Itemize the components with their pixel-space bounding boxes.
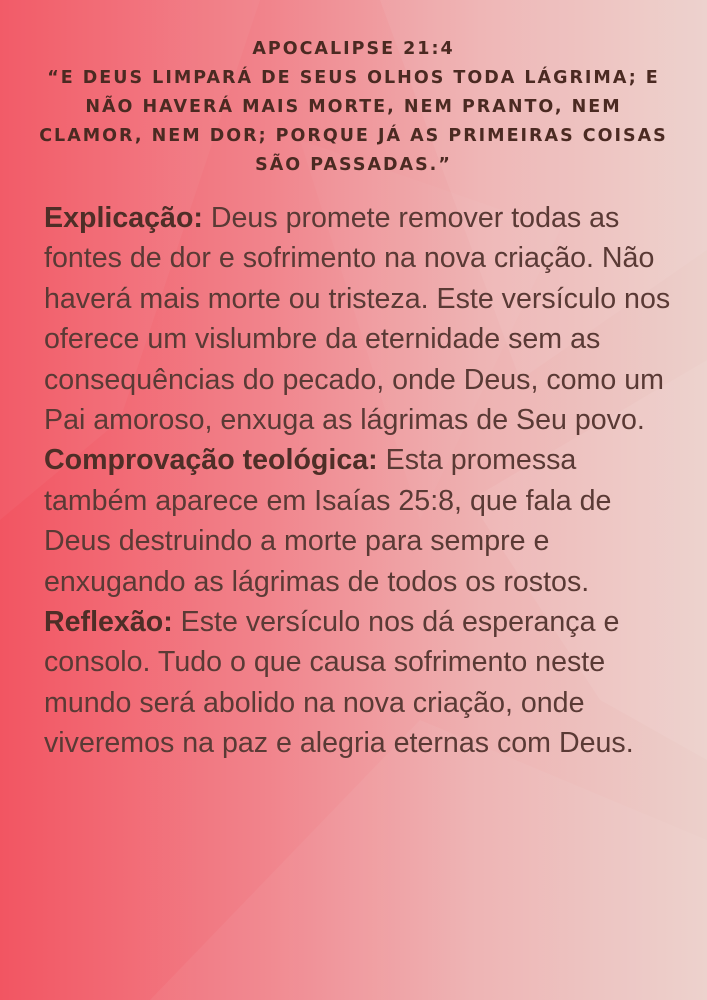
commentary [44,198,674,764]
explanation-text: Deus promete remover todas as fontes de dor e sofrimento na nova criação. Não haverá mais morte ou tristeza. Este versículo nos oferece um vislumbre da eternidade sem as consequências do pecado, onde Deus, como um Pai amoroso, enxuga as lágrimas de Seu povo. [44,202,671,437]
reflection-text: Este versículo nos dá esperança e consolo. Tudo o que causa sofrimento neste mundo será abolido na nova criação, onde viveremos na paz e alegria eternas com Deus. [44,606,634,760]
theology-text: Esta promessa também aparece em Isaías 25:8, que fala de Deus destruindo a morte para sempre e enxugando as lágrimas de todos os rostos. [44,444,612,598]
theology-label: Comprovação teológica: [44,444,378,477]
verse-quote: “E DEUS LIMPARÁ DE SEUS OLHOS TODA LÁGRIMA; E NÃO HAVERÁ MAIS MORTE, NEM PRANTO, NEM CLAMOR, NEM DOR; PORQUE JÁ AS PRIMEIRAS COISAS SÃO PASSADAS.” [39,68,668,175]
verse-reference: APOCALIPSE 21:4 [252,39,455,59]
explanation-label: Explicação: [44,202,203,234]
reflection-paragraph [44,602,674,764]
verse-header [30,35,677,180]
explanation-paragraph [44,198,674,440]
reflection-label: Reflexão: [44,606,173,639]
theology-paragraph [44,440,674,602]
